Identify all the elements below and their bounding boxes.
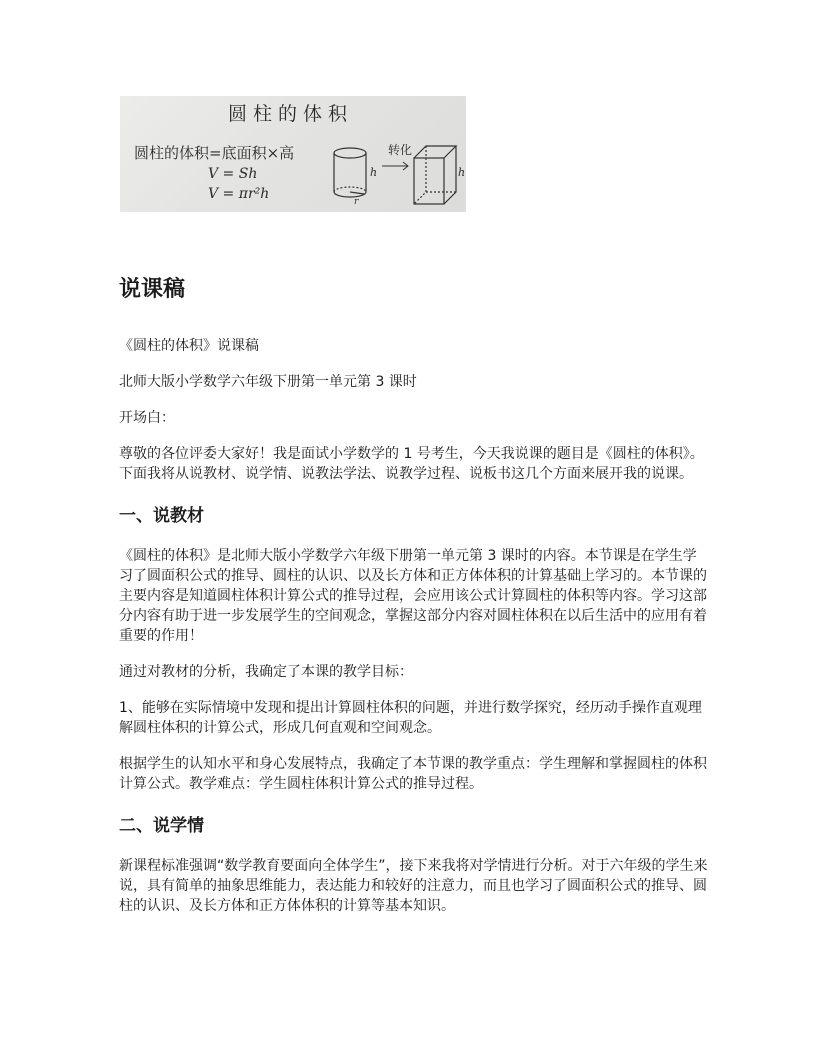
goals-intro: 通过对教材的分析，我确定了本课的教学目标： <box>119 664 413 680</box>
opening-text: 尊敬的各位评委大家好！我是面试小学数学的 1 号考生，今天我说课的题目是《圆柱的体积》。下面我将从说教材、说学情、说教法学法、说教学过程、说板书这几个方面来展开我的说课。 <box>119 446 704 482</box>
blackboard-sketch <box>120 96 466 212</box>
board-formula-3: V = πr²h <box>208 186 270 202</box>
goal-item-1: 1、能够在实际情境中发现和提出计算圆柱体积的问题，并进行数学探究，经历动手操作直观理解圆柱体积的计算公式，形成几何直观和空间观念。 <box>119 700 702 736</box>
lesson-source: 北师大版小学数学六年级下册第一单元第 3 课时 <box>119 374 417 390</box>
board-formula-1: 圆柱的体积=底面积×高 <box>134 144 295 162</box>
key-points-paragraph: 根据学生的认知水平和身心发展特点，我确定了本节课的教学重点：学生理解和掌握圆柱的体积计算公式。教学难点：学生圆柱体积计算公式的推导过程。 <box>119 756 707 792</box>
section-heading-students: 二、说学情 <box>119 816 204 836</box>
board-heading: 圆柱的体积 <box>228 103 354 125</box>
cuboid-height-label: h <box>458 166 466 179</box>
cylinder-radius-label: r <box>354 197 359 207</box>
opening-label: 开场白： <box>119 410 175 426</box>
cylinder-sketch <box>334 148 366 197</box>
page-title: 说课稿 <box>119 277 186 302</box>
lesson-title: 《圆柱的体积》说课稿 <box>119 338 259 354</box>
transform-arrow-icon <box>382 162 408 170</box>
students-paragraph: 新课程标准强调“数学教育要面向全体学生”，接下来我将对学情进行分析。对于六年级的学生来说，具有简单的抽象思维能力，表达能力和较好的注意力，而且也学习了圆面积公式的推导、圆柱的认识、及长方体和正方体体积的计算等基本知识。 <box>119 858 708 914</box>
cuboid-sketch <box>414 146 456 204</box>
document-body <box>119 274 709 932</box>
textbook-paragraph: 《圆柱的体积》是北师大版小学数学六年级下册第一单元第 3 课时的内容。本节课是在学生学习了圆面积公式的推导、圆柱的认识、以及长方体和正方体体积的计算基础上学习的。本节课的主要内容是知道圆柱体积计算公式的推导过程，会应用该公式计算圆柱的体积等内容。学习这部分内容有助于进一步发展学生的空间观念，掌握这部分内容对圆柱体积在以后生活中的应用有着重要的作用！ <box>119 548 707 644</box>
blackboard-photo <box>120 96 466 212</box>
board-formula-2: V = Sh <box>208 166 258 182</box>
transform-label: 转化 <box>388 143 413 157</box>
section-heading-textbook: 一、说教材 <box>119 506 204 526</box>
cylinder-height-label: h <box>370 166 378 179</box>
